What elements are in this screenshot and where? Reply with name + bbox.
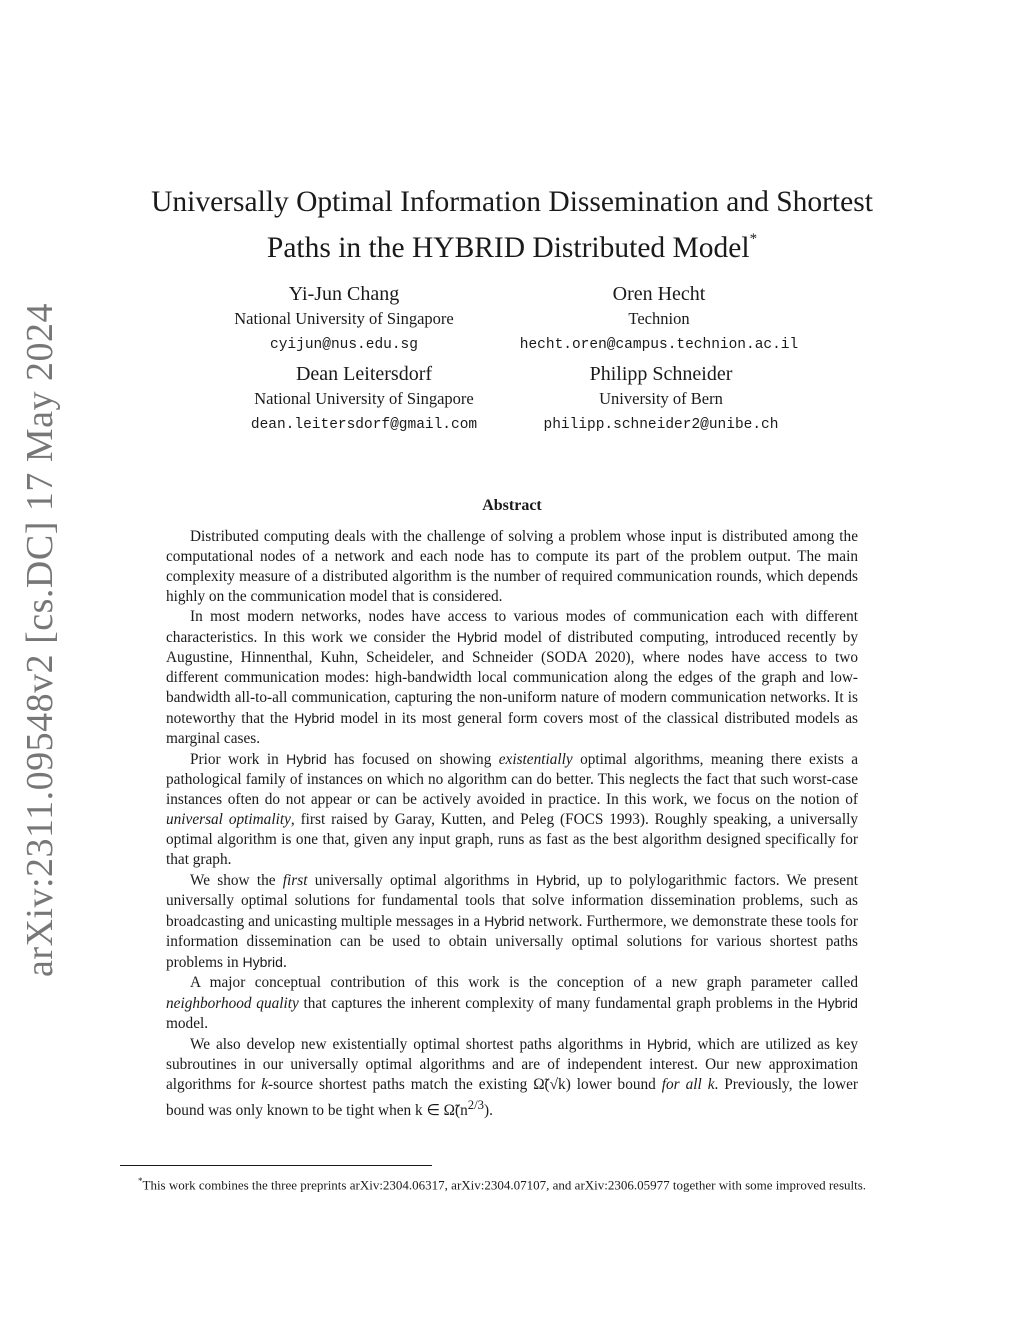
- text-run: . Previously, the lower bound was only known to be tight when: [166, 1076, 858, 1120]
- text-run: A major conceptual contribution of this work is the conception of a new graph parameter called: [190, 974, 858, 991]
- text-run: In most modern networks, nodes have access to various modes of communication each with different characteristics. In this work we consider the: [166, 608, 858, 646]
- author-name: Philipp Schneider: [589, 363, 733, 385]
- model-name: Hybrid: [535, 872, 577, 888]
- model-name: Hybrid: [286, 751, 327, 767]
- math-variable: k: [261, 1076, 268, 1093]
- paper-title: [120, 184, 904, 267]
- abstract-heading: Abstract: [482, 497, 542, 514]
- abstract-body: [166, 527, 858, 1121]
- text-run: optimal algorithms, meaning there exists a pathological family of instances on which no algorithm can do better. This neglects the fact that such worst-case instances often do not appear or can be actively avoided in practice. In this work, we focus on the notion of: [166, 751, 858, 808]
- text-run: that captures the inherent complexity of many fundamental graph problems in the: [298, 995, 818, 1012]
- arxiv-identifier: [12, 302, 68, 978]
- text-run: , up to polylogarithmic factors. We present universally optimal solutions for fundamental tools that solve information dissemination problems, such as broadcasting and unicasting multiple messages in a: [166, 872, 858, 930]
- emphasis-text: first: [282, 872, 308, 889]
- abstract-paragraph: [166, 973, 858, 1034]
- text-run: has focused on showing: [326, 751, 499, 768]
- math-exponent: 2/3: [467, 1098, 485, 1112]
- author-block: [204, 282, 484, 357]
- text-run: ).: [484, 1102, 493, 1120]
- model-name: Hybrid: [456, 629, 498, 645]
- author-affiliation: National University of Singapore: [234, 309, 454, 328]
- author-affiliation: Technion: [628, 309, 690, 328]
- author-block: [504, 282, 814, 357]
- text-run: model.: [166, 1015, 209, 1032]
- emphasis-text: for all k: [661, 1076, 715, 1093]
- author-block: [521, 362, 801, 437]
- model-name: Hybrid: [817, 995, 858, 1011]
- abstract-paragraph: [166, 607, 858, 749]
- text-run: network. Furthermore, we demonstrate these tools for information dissemination can be used to obtain universally optimal solutions for various shortest paths problems in: [166, 913, 858, 971]
- text-run: , first raised by Garay, Kutten, and Peleg (FOCS 1993). Roughly speaking, a universally optimal algorithm is one that, given any input graph, runs as fast as the best algorithm designed specifically for that graph.: [166, 811, 858, 868]
- paper-title-text: Universally Optimal Information Dissemination and Shortest Paths in the HYBRID Distributed Model: [151, 186, 873, 264]
- footnote-divider: [120, 1165, 432, 1166]
- author-affiliation: National University of Singapore: [254, 389, 474, 408]
- text-run: -source shortest paths match the existing: [268, 1076, 534, 1093]
- model-name: Hybrid: [484, 913, 525, 929]
- author-block: [224, 362, 504, 437]
- text-run: We show the: [190, 872, 283, 889]
- author-name: Dean Leitersdorf: [295, 363, 433, 385]
- model-name: Hybrid: [294, 710, 335, 726]
- text-run: .: [282, 954, 287, 971]
- emphasis-text: universal optimality: [166, 811, 291, 828]
- text-run: model in its most general form covers most of the classical distributed models as marginal cases.: [166, 710, 858, 747]
- emphasis-text: existentially: [498, 751, 573, 768]
- emphasis-text: neighborhood quality: [166, 995, 299, 1012]
- arxiv-id-text: arXiv:2311.09548v2 [cs.DC] 17 May 2024: [19, 302, 62, 978]
- abstract-paragraph: [166, 527, 858, 607]
- author-name: Oren Hecht: [612, 283, 706, 305]
- abstract-paragraph: [166, 749, 858, 870]
- text-run: , which are utilized as key subroutines in our universally optimal algorithms and are of independent interest. Our new approximation algorithms for: [166, 1036, 858, 1093]
- text-run: universally optimal algorithms in: [307, 872, 536, 889]
- footnote-text: This work combines the three preprints arXiv:2304.06317, arXiv:2304.07107, and arXiv:2306.05977 together with some improved results.: [142, 1177, 867, 1193]
- author-email[interactable]: philipp.schneider2@unibe.ch: [543, 417, 779, 433]
- footnote-mark: *: [138, 1176, 143, 1186]
- text-run: model of distributed computing, introduced recently by Augustine, Hinnenthal, Kuhn, Scheideler, and Schneider (SODA 2020), where nodes have access to two different communication modes: high-bandwidth local communication along the edges of the graph and low-bandwidth all-to-all communication, capturing the non-uniform nature of modern communication networks. It is noteworthy that the: [166, 629, 859, 727]
- abstract-paragraph: [166, 870, 858, 973]
- abstract-paragraph: [166, 1034, 858, 1121]
- text-run: Prior work in: [190, 751, 287, 768]
- math-expression: k ∈ Ω̃(n: [414, 1102, 468, 1120]
- footnote: [120, 1172, 910, 1194]
- model-name: Hybrid: [242, 954, 283, 970]
- math-expression: Ω̃(√k): [533, 1076, 571, 1093]
- text-run: We also develop new existentially optimal shortest paths algorithms in: [190, 1036, 648, 1053]
- title-footnote-mark: *: [749, 231, 758, 247]
- author-email[interactable]: hecht.oren@campus.technion.ac.il: [519, 337, 799, 353]
- text-run: lower bound: [570, 1076, 662, 1093]
- author-affiliation: University of Bern: [599, 389, 723, 408]
- text-run: Distributed computing deals with the challenge of solving a problem whose input is distributed among the computational nodes of a network and each node has to compute its part of the problem output. The main complexity measure of a distributed algorithm is the number of required communication rounds, which depends highly on the communication model that is considered.: [166, 528, 858, 605]
- author-email[interactable]: dean.leitersdorf@gmail.com: [250, 417, 478, 433]
- model-name: Hybrid: [647, 1036, 688, 1052]
- author-name: Yi-Jun Chang: [288, 283, 400, 305]
- author-email[interactable]: cyijun@nus.edu.sg: [270, 337, 418, 353]
